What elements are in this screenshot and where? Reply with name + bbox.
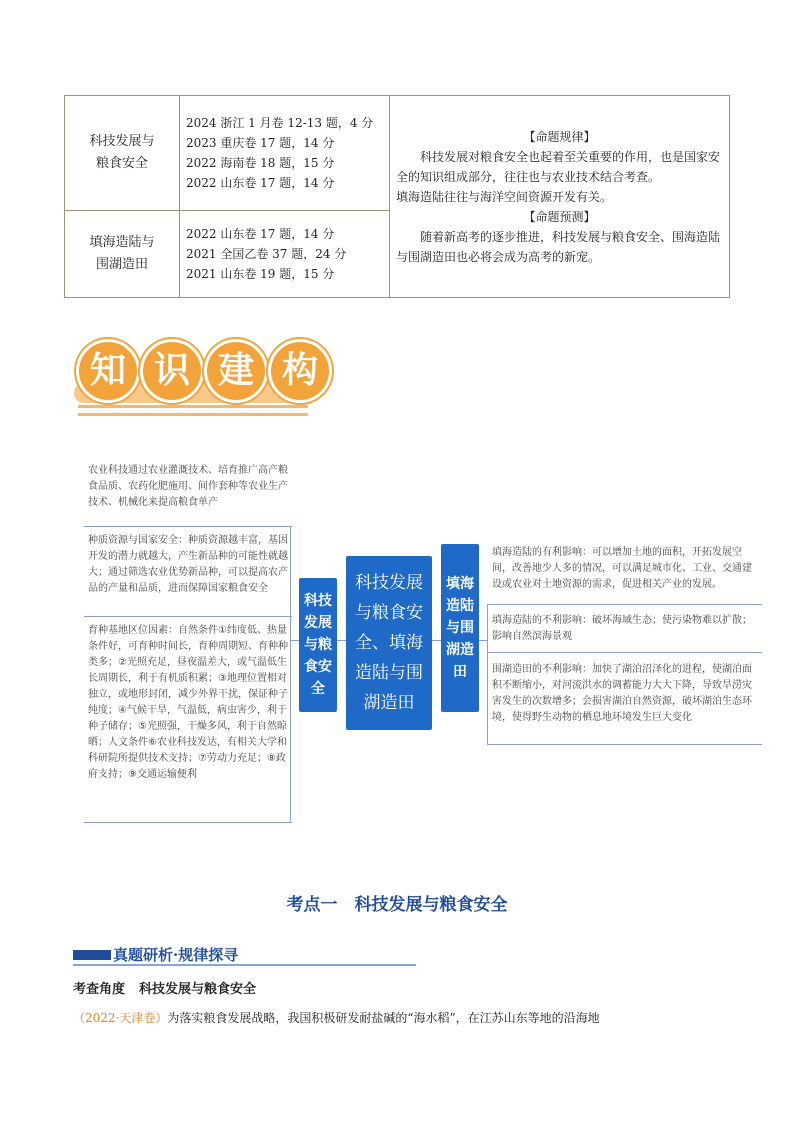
knowledge-banner: [62, 325, 332, 435]
exam-angle: [73, 978, 270, 997]
sub-banner-label: 真题研析·规律探寻: [113, 946, 239, 964]
exam-list-cell: [180, 96, 390, 211]
divider: [487, 652, 762, 653]
question-text: [73, 1009, 600, 1026]
left-node-label: 科技发展与粮食安全: [304, 593, 332, 697]
angle-label: 考查角度: [73, 982, 126, 997]
exam-list-cell: [180, 211, 390, 298]
exam-analysis-table: [64, 95, 730, 298]
connector-line: [291, 640, 299, 641]
sub-banner-underline: [73, 964, 416, 966]
exam-item: 2021 全国乙卷 37 题，24 分: [186, 247, 347, 262]
rules-text-2: 填海造陆往往与海洋空间资源开发有关。: [396, 189, 613, 204]
forecast-text: 随着新高考的逐步推进，科技发展与粮食安全、围海造陆与围湖造田也必将会成为高考的新宠。: [396, 229, 721, 264]
question-body: 为落实粮食发展战略，我国积极研发耐盐碱的“海水稻”，在江苏山东等地的沿海地: [167, 1011, 600, 1025]
exam-item: 2022 山东卷 17 题，14 分: [186, 227, 335, 242]
divider: [487, 744, 762, 745]
left-item: 种质资源与国家安全：种质资源越丰富，基因开发的潜力就越大，产生新品种的可能性就越大；通过筛选农业优势新品种，可以提高农产品的产量和品质，进而保障国家粮食安全: [88, 535, 288, 594]
banner-char: 识: [140, 339, 204, 403]
topic-label: 填海造陆与 围湖造田: [89, 235, 155, 273]
exam-item: 2022 海南卷 18 题，15 分: [186, 156, 335, 171]
left-node: [299, 578, 337, 712]
connector-line: [337, 640, 346, 641]
section-title: 考点一 科技发展与粮食安全: [286, 895, 508, 915]
right-item: 填海造陆的不利影响：破坏海域生态；使污染物难以扩散；影响自然滨海景观: [492, 615, 752, 642]
left-item: 农业科技通过农业灌溉技术、培育推广高产粮食品质、农药化肥施用、间作套种等农业生产技术、机械化来提高粮食单产: [88, 465, 288, 508]
banner-char: 建: [204, 339, 268, 403]
banner-stripe: [78, 413, 308, 416]
divider: [84, 616, 292, 617]
right-node-label: 填海造陆与围湖造田: [446, 576, 474, 680]
exam-item: 2022 山东卷 17 题，14 分: [186, 176, 335, 191]
exam-item: 2024 浙江 1 月卷 12-13 题，4 分: [186, 116, 374, 131]
right-item: 围湖造田的不利影响：加快了湖泊沼泽化的进程，使湖泊面积不断缩小，对河流洪水的调蓄能力大大下降，导致旱涝灾害发生的次数增多；会损害湖泊自然资源，破坏湖泊生态环境，使得野生动物的栖息地环境发生巨大变化: [492, 664, 752, 723]
center-node: [346, 556, 432, 730]
banner-char: 知: [76, 339, 140, 403]
exam-item: 2021 山东卷 19 题，15 分: [186, 267, 335, 282]
divider: [84, 526, 292, 527]
sub-banner: [73, 944, 416, 966]
angle-text: 科技发展与粮食安全: [139, 982, 257, 997]
topic-cell: [65, 211, 180, 298]
topic-cell: [65, 96, 180, 211]
rules-text: 科技发展对粮食安全也起着至关重要的作用，也是国家安全的知识组成部分，往往也与农业技术结合考查。: [396, 149, 721, 184]
left-item: 育种基地区位因素：自然条件①纬度低、热量条件好，可育种时间长，育种周期短、育种种类多；②光照充足，昼夜温差大，或气温低生长周期长，利于有机质积累；③地理位置相对独立，或地形封闭，减少外界干扰，保证种子纯度；④气候干旱，气温低，病虫害少，利于种子储存；⑤光照强，干燥多风，利于自然晾晒；人文条件⑥农业科技发达，有相关大学和科研院所提供技术支持；⑦劳动力充足；⑧政府支持；⑨交通运输便利: [88, 625, 288, 780]
divider: [487, 604, 762, 605]
connector-line: [432, 640, 441, 641]
right-item: 填海造陆的有利影响：可以增加土地的面积，开拓发展空间，改善地少人多的情况，可以满足城市化、工业、交通建设或农业对土地资源的需求，促进相关产业的发展。: [492, 547, 752, 590]
topic-label: 科技发展与 粮食安全: [89, 134, 155, 172]
center-node-label: 科技发展与粮食安全、填海造陆与围湖造田: [355, 573, 423, 713]
sub-banner-bar: [73, 950, 111, 960]
rules-cell: [390, 96, 730, 298]
forecast-heading: 【命题预测】: [523, 209, 596, 224]
banner-char: 构: [268, 339, 332, 403]
bracket-line: [290, 526, 291, 822]
bracket-line: [487, 604, 488, 744]
connector-line: [479, 640, 487, 641]
banner-stripe: [78, 405, 308, 408]
right-node: [441, 544, 479, 712]
question-source: （2022·天津卷）: [73, 1011, 168, 1025]
divider: [84, 822, 292, 823]
table-row: [65, 96, 730, 211]
rules-heading: 【命题规律】: [523, 129, 596, 144]
exam-item: 2023 重庆卷 17 题，14 分: [186, 136, 335, 151]
